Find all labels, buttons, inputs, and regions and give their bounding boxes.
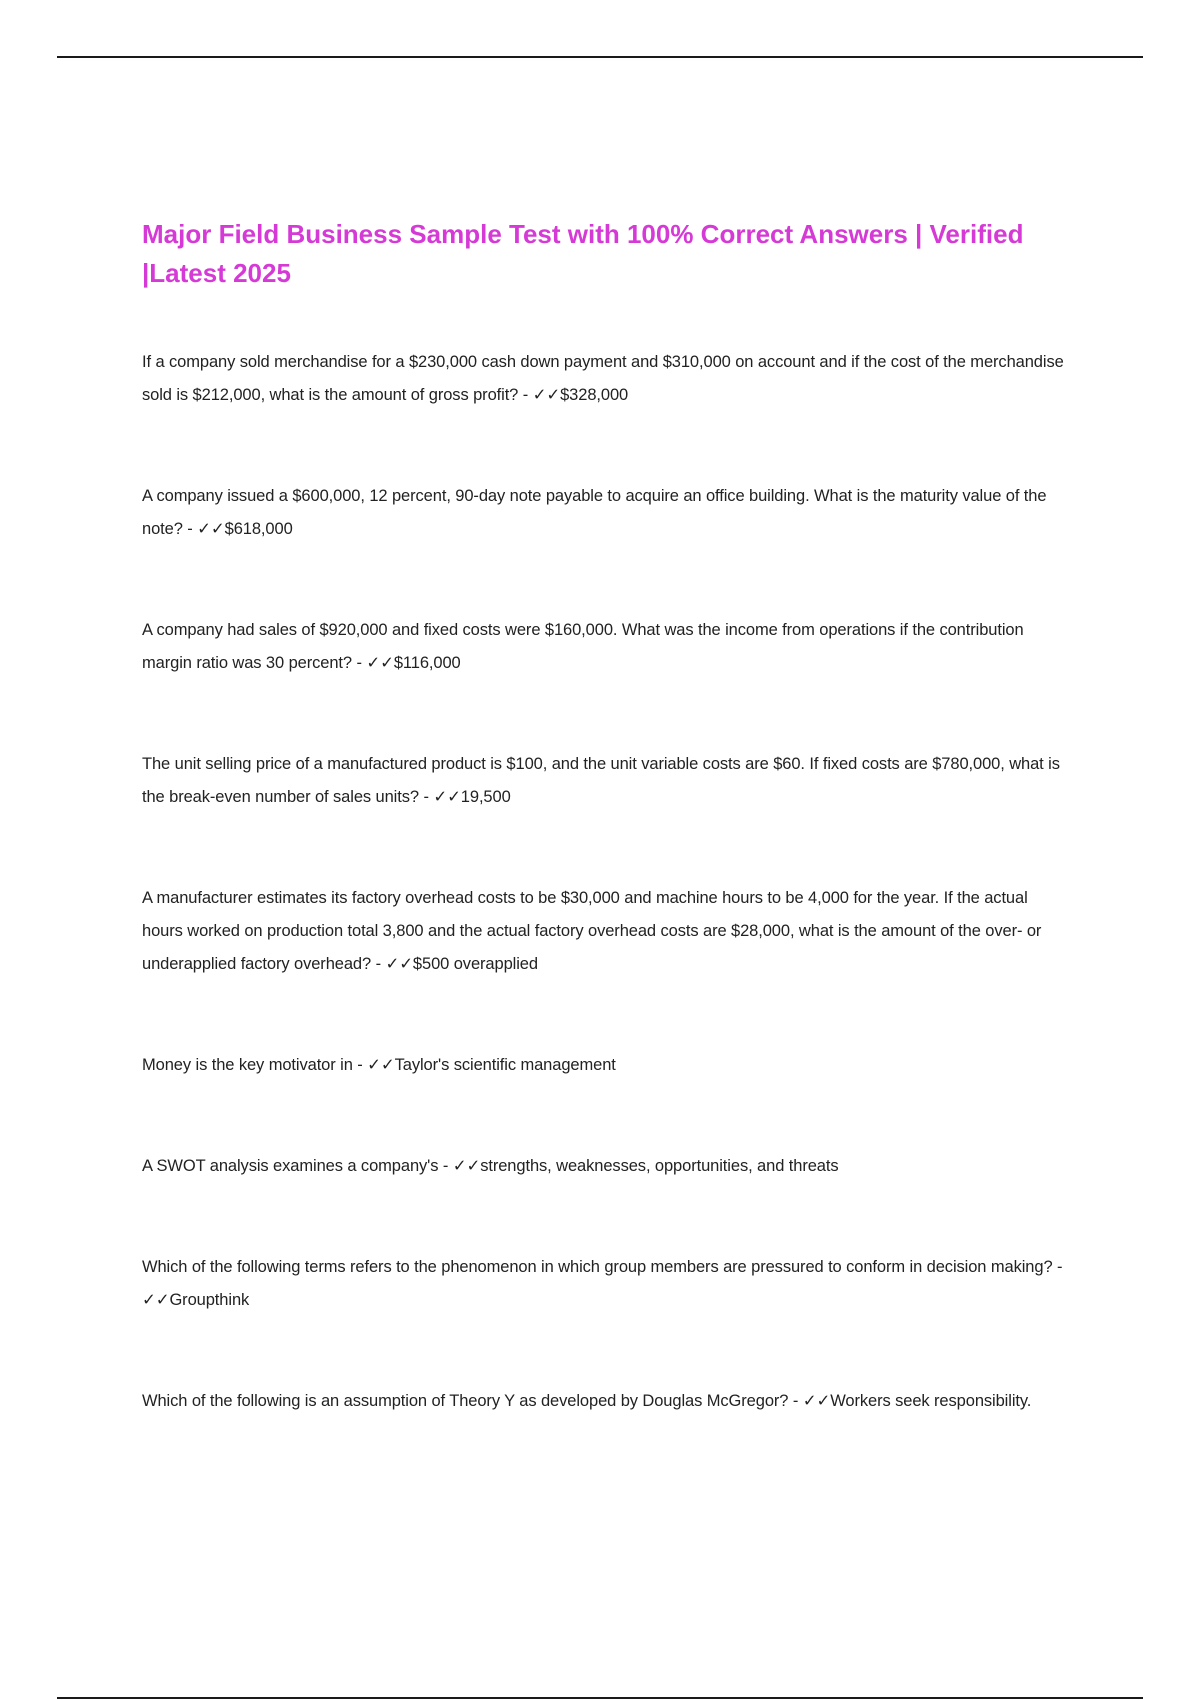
question-text: A company issued a $600,000, 12 percent, 90-day note payable to acquire an office building. What is the maturity value of the note? xyxy=(142,487,1047,538)
separator: - xyxy=(438,1157,453,1175)
question-text: The unit selling price of a manufactured product is $100, and the unit variable costs are $60. If fixed costs are $780,000, what is the break-even number of sales units? xyxy=(142,755,1060,806)
separator: - xyxy=(788,1392,803,1410)
bottom-rule xyxy=(57,1697,1143,1699)
answer-text: $618,000 xyxy=(224,520,293,538)
separator: - xyxy=(352,1056,368,1074)
separator: - xyxy=(351,654,367,672)
qa-item xyxy=(142,1049,1067,1082)
question-text: A SWOT analysis examines a company's xyxy=(142,1157,439,1175)
separator: - xyxy=(182,520,198,538)
top-rule xyxy=(57,56,1143,58)
qa-item xyxy=(142,1385,1067,1418)
question-text: A manufacturer estimates its factory overhead costs to be $30,000 and machine hours to be 4,000 for the year. If the actual hours worked on production total 3,800 and the actual factory overhead costs are $28,000, what is the amount of the over- or underapplied factory overhead? xyxy=(142,889,1042,973)
answer-text: strengths, weaknesses, opportunities, and threats xyxy=(480,1157,839,1175)
answer-text: $116,000 xyxy=(393,654,461,672)
question-text: If a company sold merchandise for a $230,000 cash down payment and $310,000 on account and if the cost of the merchandise sold is $212,000, what is the amount of gross profit? xyxy=(142,353,1064,404)
answer-text: 19,500 xyxy=(460,788,511,806)
answer-text: Workers seek responsibility. xyxy=(830,1392,1032,1410)
question-text: A company had sales of $920,000 and fixed costs were $160,000. What was the income from operations if the contribution margin ratio was 30 percent? xyxy=(142,621,1024,672)
answer-text: Taylor's scientific management xyxy=(394,1056,616,1074)
check-mark-icon: ✓✓ xyxy=(385,955,413,973)
check-mark-icon: ✓✓ xyxy=(367,1056,395,1074)
answer-text: $500 overapplied xyxy=(412,955,538,973)
separator: - xyxy=(418,788,434,806)
document-title: Major Field Business Sample Test with 100% Correct Answers | Verified |Latest 2025 xyxy=(142,219,1024,288)
separator: - xyxy=(1052,1258,1063,1276)
qa-item xyxy=(142,1150,1067,1183)
check-mark-icon: ✓✓ xyxy=(142,1291,170,1309)
answer-text: $328,000 xyxy=(560,386,629,404)
document-body xyxy=(142,215,1067,1418)
question-text: Money is the key motivator in xyxy=(142,1056,353,1074)
separator: - xyxy=(371,955,386,973)
question-text: Which of the following is an assumption of Theory Y as developed by Douglas McGregor? xyxy=(142,1392,789,1410)
check-mark-icon: ✓✓ xyxy=(366,654,394,672)
check-mark-icon: ✓✓ xyxy=(452,1157,481,1175)
answer-text: Groupthink xyxy=(169,1291,250,1309)
qa-item xyxy=(142,882,1067,981)
check-mark-icon: ✓✓ xyxy=(532,386,561,404)
question-text: Which of the following terms refers to the phenomenon in which group members are pressured to conform in decision making? xyxy=(142,1258,1053,1276)
qa-list xyxy=(142,346,1067,1418)
qa-item xyxy=(142,748,1067,814)
qa-item xyxy=(142,614,1067,680)
qa-item xyxy=(142,480,1067,546)
check-mark-icon: ✓✓ xyxy=(802,1392,831,1410)
qa-item xyxy=(142,1251,1067,1317)
qa-item xyxy=(142,346,1067,412)
check-mark-icon: ✓✓ xyxy=(197,520,225,538)
check-mark-icon: ✓✓ xyxy=(433,788,461,806)
separator: - xyxy=(518,386,533,404)
